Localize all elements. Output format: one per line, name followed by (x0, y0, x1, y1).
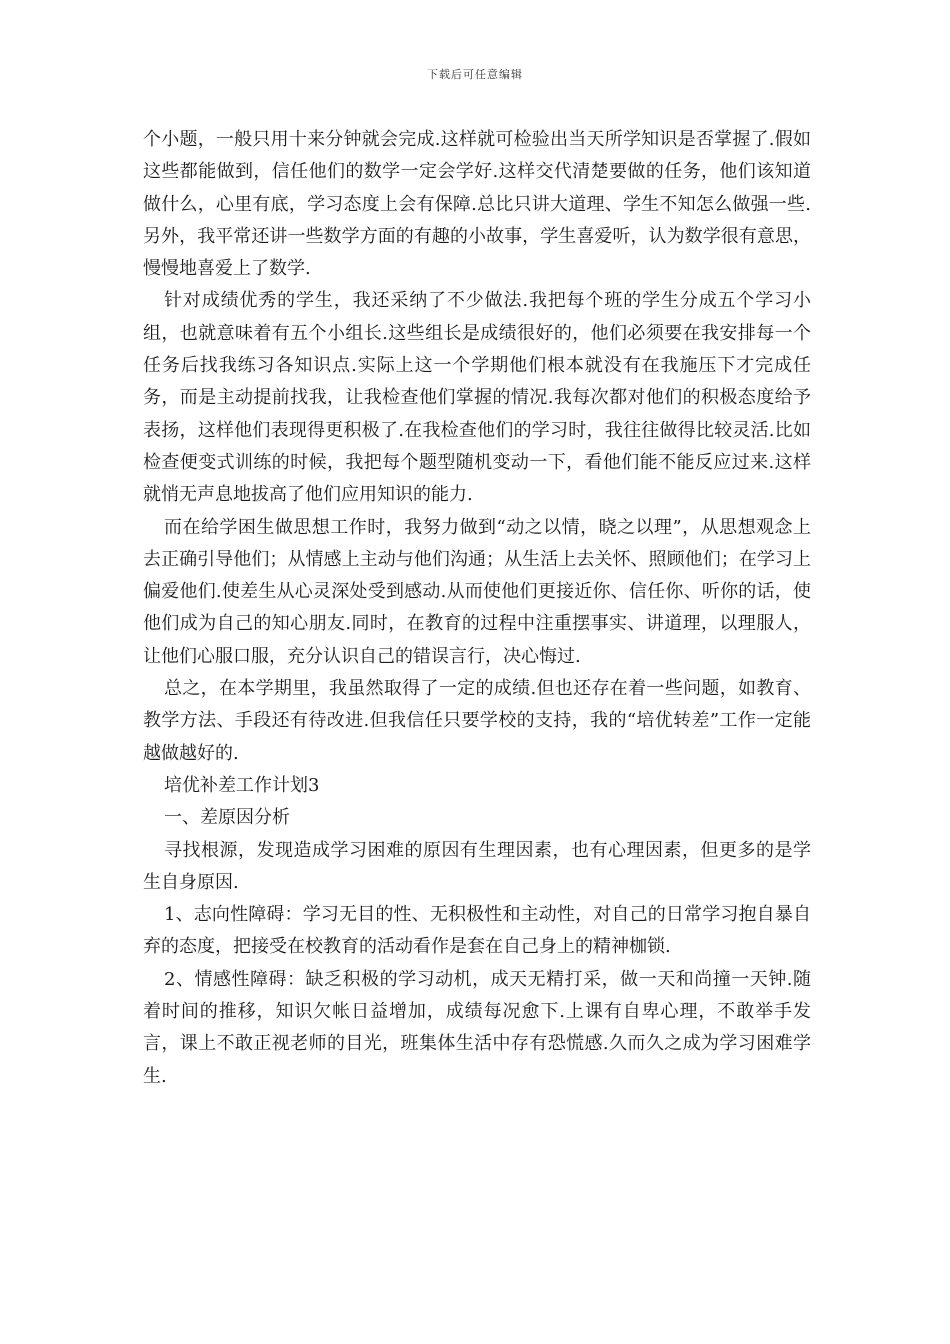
document-body (143, 124, 811, 1093)
section-title: 培优补差工作计划3 (164, 774, 320, 796)
section-heading: 一、差原因分析 (164, 807, 290, 829)
paragraph-excellent-students: 针对成绩优秀的学生，我还采纳了不少做法.我把每个班的学生分成五个学习小组，也就意味着有五个小组长.这些组长是成绩很好的，他们必须要在我安排每一个任务后找我练习各知识点.实际上这一个学期他们根本就没有在我施压下才完成任务，而是主动提前找我，让我检查他们掌握的情况.我每次都对他们的积极态度给予表扬，这样他们表现得更积极了.在我检查他们的学习时，我往往做得比较灵活.比如检查便变式训练的时候，我把每个题型随机变动一下，看他们能不能反应过来.这样就悄无声息地拔高了他们应用知识的能力. (143, 290, 811, 506)
paragraph-summary: 总之，在本学期里，我虽然取得了一定的成绩.但也还存在着一些问题，如教育、教学方法、手段还有待改进.但我信任只要学校的支持，我的“培优转差”工作一定能越做越好的. (143, 678, 811, 764)
paragraph-ambition-obstacle: 1、志向性障碍：学习无目的性、无积极性和主动性，对自己的日常学习抱自暴自弃的态度，把接受在校教育的活动看作是套在自己身上的精神枷锁. (143, 904, 811, 958)
paragraph-emotional-obstacle: 2、情感性障碍：缺乏积极的学习动机，成天无精打采，做一天和尚撞一天钟.随着时间的推移，知识欠帐日益增加，成绩每况愈下.上课有自卑心理，不敢举手发言，课上不敢正视老师的目光，班集体生活中存有恐慌感.久而久之成为学习困难学生. (143, 968, 811, 1087)
page-header: 下载后可任意编辑 (427, 68, 523, 81)
paragraph-struggling-students: 而在给学困生做思想工作时，我努力做到“动之以情，晓之以理”，从思想观念上去正确引导他们；从情感上主动与他们沟通；从生活上去关怀、照顾他们；在学习上偏爱他们.使差生从心灵深处受到感动.从而使他们更接近你、信任你、听你的话，使他们成为自己的知心朋友.同时，在教育的过程中注重摆事实、讲道理，以理服人，让他们心服口服，充分认识自己的错误言行，决心悔过. (143, 516, 811, 667)
paragraph-continuation: 个小题，一般只用十来分钟就会完成.这样就可检验出当天所学知识是否掌握了.假如这些都能做到，信任他们的数学一定会学好.这样交代清楚要做的任务，他们该知道做什么，心里有底，学习态度上会有保障.总比只讲大道理、学生不知怎么做强一些.另外，我平常还讲一些数学方面的有趣的小故事，学生喜爱听，认为数学很有意思，慢慢地喜爱上了数学. (143, 129, 811, 280)
paragraph-root-causes: 寻找根源，发现造成学习困难的原因有生理因素，也有心理因素，但更多的是学生自身原因. (143, 839, 811, 893)
